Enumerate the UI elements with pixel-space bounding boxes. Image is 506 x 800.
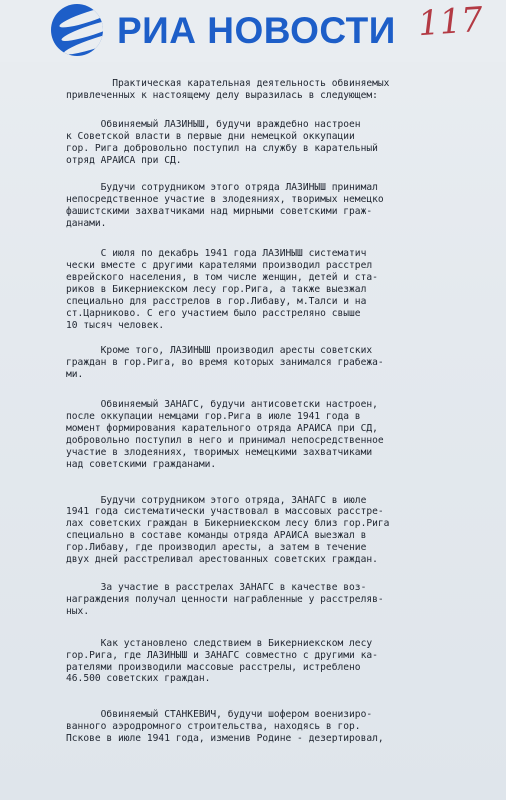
paragraph-1 [66, 78, 502, 102]
text-line: Обвиняемый ЗАНАГС, будучи антисоветски настроен, [66, 399, 378, 411]
text-line: после оккупации немцами гор.Рига в июле 1941 года в [66, 411, 361, 423]
text-line: ми. [66, 369, 84, 381]
paragraph-4 [66, 248, 502, 331]
text-line: двух дней расстреливал арестованных советских граждан. [66, 554, 378, 566]
text-line: участие в злодеяниях, творимых немецкими захватчиками [66, 446, 373, 458]
paragraph-7 [66, 495, 502, 566]
text-line: риков в Бикерниекском лесу гор.Рига, а также выезжал [66, 283, 367, 295]
text-line: данами. [66, 218, 107, 230]
text-line: Обвиняемый СТАНКЕВИЧ, будучи шофером военизиро- [66, 709, 373, 721]
archive-page-number: 117 [416, 0, 485, 45]
text-line: гор.Рига, где ЛАЗИНЫШ и ЗАНАГС совместно с другими ка- [66, 649, 378, 661]
text-line: Будучи сотрудником этого отряда ЛАЗИНЫШ принимал [66, 182, 378, 194]
text-line: 1941 года систематически участвовал в массовых расстре- [66, 506, 384, 518]
ria-globe-logo-icon [50, 3, 104, 57]
text-line: привлеченных к настоящему делу выразилась в следующем: [66, 89, 378, 101]
text-line: гор. Рига добровольно поступил на службу в карательный [66, 142, 378, 154]
text-line: Кроме того, ЛАЗИНЫШ производил аресты советских [66, 345, 373, 357]
paragraph-8 [66, 582, 502, 618]
text-line: Как установлено следствием в Бикерниекском лесу [66, 637, 373, 649]
text-line: Пскове в июле 1941 года, изменив Родине - дезертировал, [66, 733, 384, 745]
text-line: гор.Либаву, где производил аресты, а затем в течение [66, 542, 367, 554]
brand-name: РИА НОВОСТИ [117, 10, 396, 51]
paragraph-10 [66, 709, 502, 745]
text-line: ванного аэродромного строительства, находясь в гор. [66, 721, 361, 733]
text-line: отряд АРАЙСА при СД. [66, 154, 182, 166]
text-line: За участие в расстрелах ЗАНАГС в качестве воз- [66, 582, 367, 593]
text-line: момент формирования карательного отряда АРАЙСА при СД, [66, 422, 378, 434]
text-line: над советскими гражданами. [66, 458, 217, 470]
text-line: чески вместе с другими карателями производил расстрел [66, 259, 373, 271]
text-line: специально для расстрелов в гор.Либаву, м.Талси и на [66, 295, 367, 307]
text-line: ст.Царниково. С его участием было расстреляно свыше [66, 307, 361, 319]
text-line: добровольно поступил в него и принимал непосредственное [66, 434, 384, 446]
text-line: Будучи сотрудником этого отряда, ЗАНАГС в июле [66, 494, 367, 506]
text-line: ных. [66, 605, 90, 617]
text-line: специально в составе команды отряда АРАЙСА выезжал в [66, 530, 367, 542]
text-line: рателями производили массовые расстрелы, истреблено [66, 661, 361, 673]
text-line: к Советской власти в первые дни немецкой оккупации [66, 130, 355, 142]
text-line: еврейского населения, в том числе женщин, детей и ста- [66, 271, 378, 283]
text-line: граждан в гор.Рига, во время которых занимался грабежа- [66, 357, 384, 369]
paragraph-5 [66, 345, 502, 381]
text-line: лах советских граждан в Бикерниекском лесу близ гор.Рига [66, 518, 390, 530]
text-line: С июля по декабрь 1941 года ЛАЗИНЫШ систематич [66, 248, 367, 260]
text-line: Обвиняемый ЛАЗИНЫШ, будучи враждебно настроен [66, 118, 361, 130]
document-text [66, 78, 502, 745]
paragraph-2 [66, 119, 502, 167]
text-line: 46.500 советских граждан. [66, 673, 211, 685]
paragraph-6 [66, 399, 502, 470]
text-line: Практическая карательная деятельность обвиняемых [66, 78, 390, 89]
text-line: непосредственное участие в злодеяниях, творимых немецко [66, 194, 384, 206]
text-line: фашистскими захватчиками над мирными советскими граж- [66, 206, 373, 218]
paragraph-3 [66, 182, 502, 230]
text-line: 10 тысяч человек. [66, 319, 165, 331]
paragraph-9 [66, 638, 502, 686]
text-line: награждения получал ценности награбленные у расстреляв- [66, 593, 384, 605]
